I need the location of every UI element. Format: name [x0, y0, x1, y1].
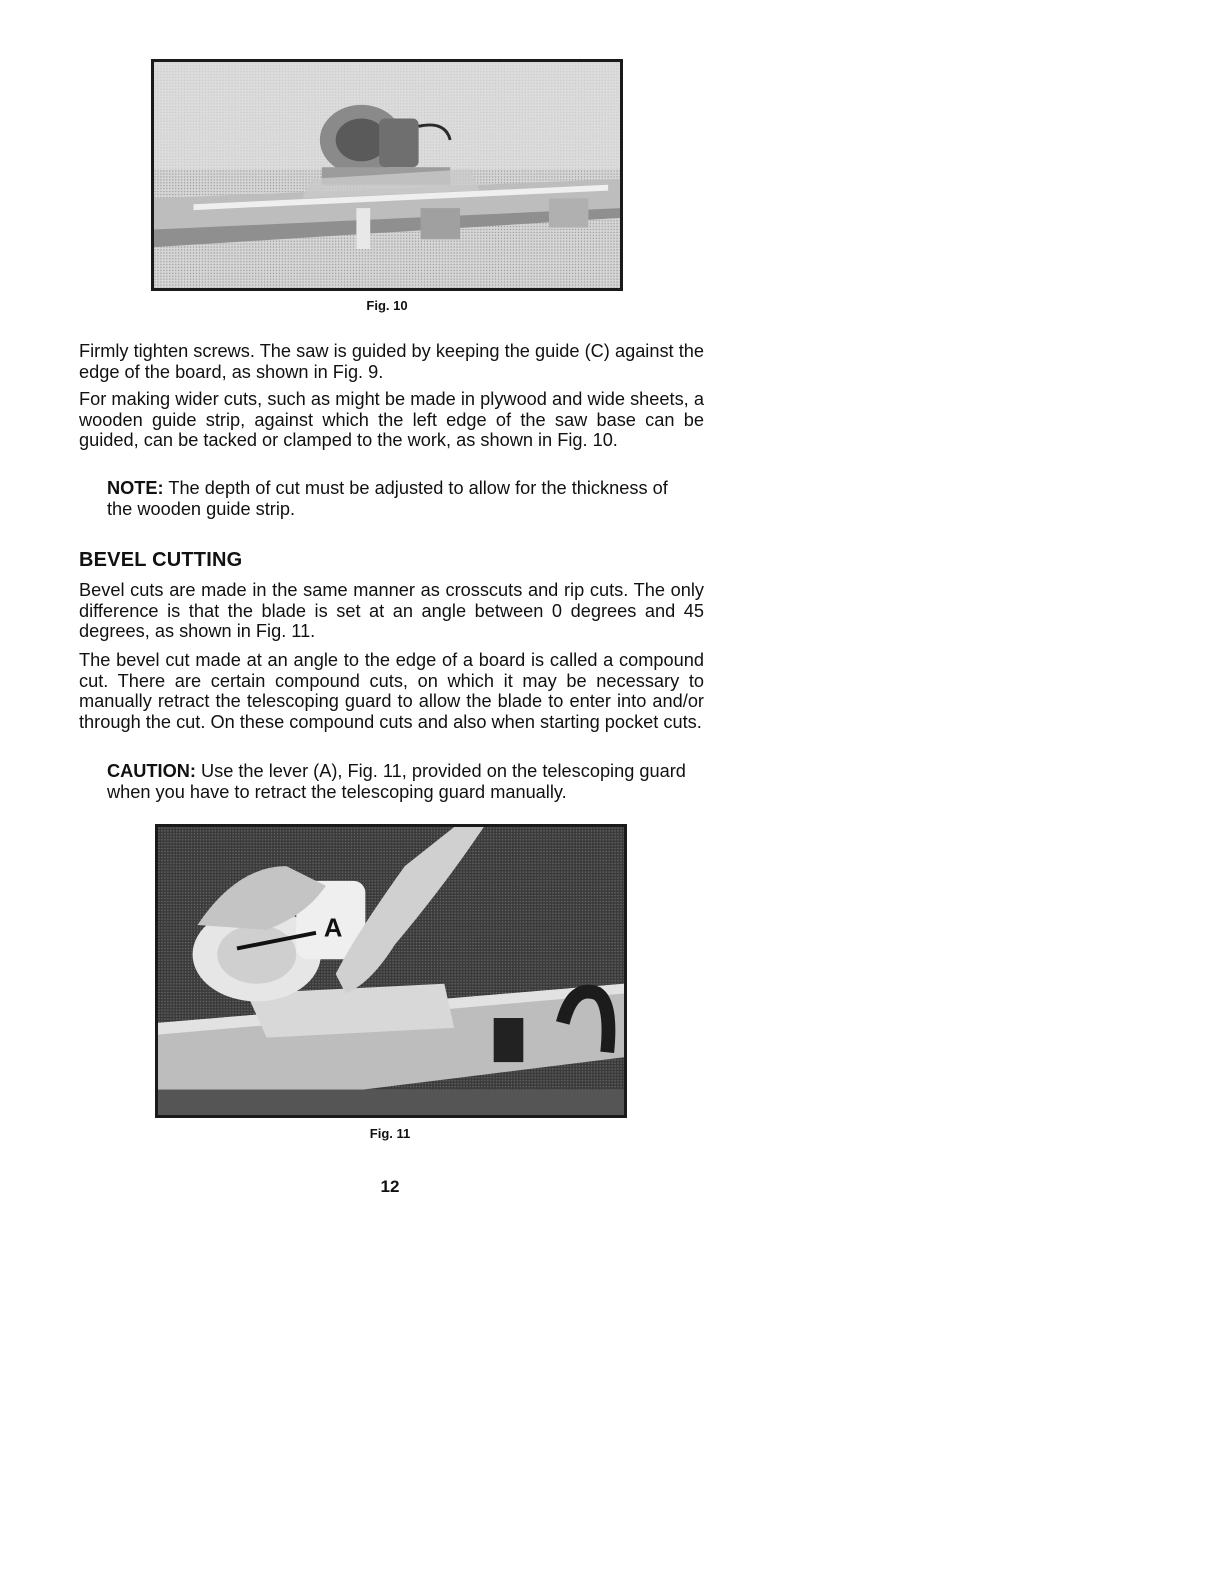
paragraph-compound-cut: The bevel cut made at an angle to the edge of a board is called a compound cut. There are certain compound cuts, on which it may be necessary to manually retract the telescoping guard to allow the blade to enter into and/or through the cut. On these compound cuts and also when starting pocket cuts.: [79, 650, 704, 732]
note-text: The depth of cut must be adjusted to allow for the thickness of the wooden guide strip.: [107, 478, 668, 519]
figure-10-caption: Fig. 10: [366, 298, 408, 313]
page-number: 12: [380, 1177, 400, 1196]
paragraph-guide-screws: Firmly tighten screws. The saw is guided by keeping the guide (C) against the edge of the board, as shown in Fig. 9.: [79, 341, 704, 382]
paragraph-bevel-cuts: Bevel cuts are made in the same manner as crosscuts and rip cuts. The only difference is that the blade is set at an angle between 0 degrees and 45 degrees, as shown in Fig. 11.: [79, 580, 704, 642]
figure-10-photo: [151, 59, 623, 291]
note-block: [107, 478, 697, 519]
figure-10-image: [154, 62, 620, 288]
caution-text: Use the lever (A), Fig. 11, provided on the telescoping guard when you have to retract the telescoping guard manually.: [107, 761, 686, 802]
paragraph-wider-cuts: For making wider cuts, such as might be made in plywood and wide sheets, a wooden guide strip, against which the left edge of the saw base can be guided, can be tacked or clamped to the work, as shown in Fig. 10.: [79, 389, 704, 451]
caution-block: [107, 761, 697, 802]
figure-11-caption: Fig. 11: [369, 1126, 411, 1141]
note-label: NOTE:: [107, 478, 164, 498]
figure-11-photo: [155, 824, 627, 1118]
caution-label: CAUTION:: [107, 761, 196, 781]
figure-11-image: [158, 827, 624, 1115]
section-heading-bevel-cutting: BEVEL CUTTING: [79, 549, 243, 571]
figure-11-callout-a: A: [323, 914, 343, 943]
